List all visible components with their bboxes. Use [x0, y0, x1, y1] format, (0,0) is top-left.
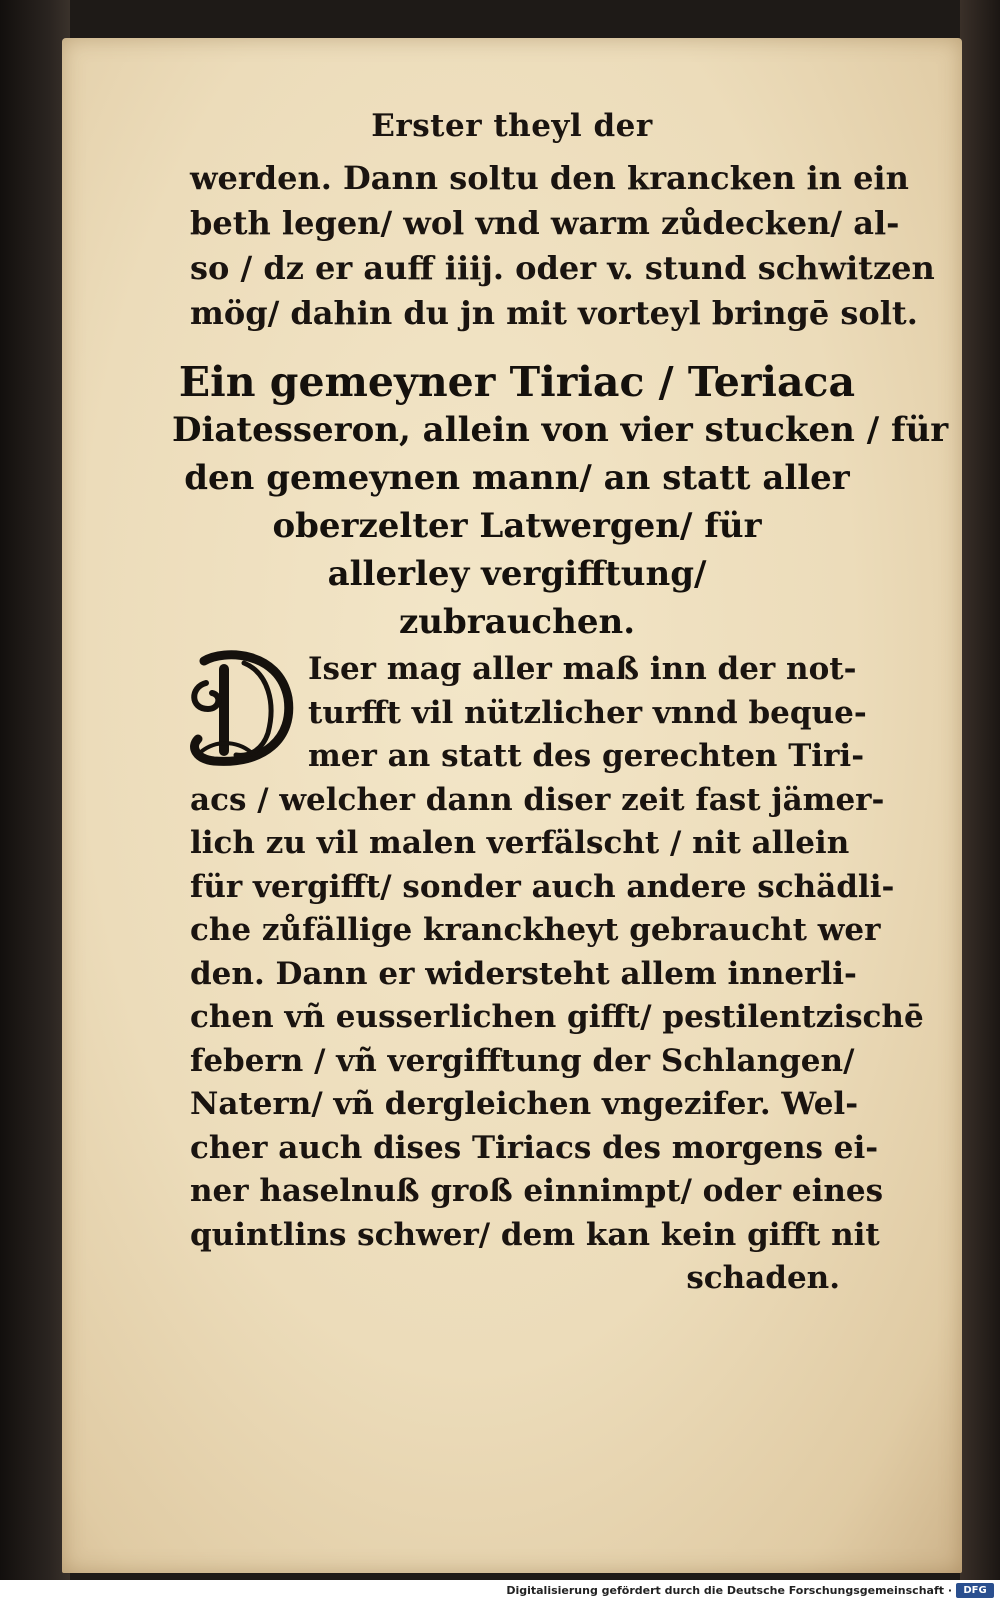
- heading-line: Diatesseron, allein von vier stucken / für: [172, 410, 949, 450]
- text-line: so / dz er auff iiij. oder v. stund schwitzen: [190, 249, 935, 287]
- heading-line: oberzelter Latwergen/ für: [272, 506, 762, 546]
- body-paragraph: [190, 648, 924, 1301]
- heading-line: zubrauchen.: [398, 602, 636, 642]
- funding-credit: Digitalisierung gefördert durch die Deutsche Forschungsgemeinschaft ·: [506, 1584, 952, 1597]
- text-line: turfft vil nützlicher vnnd beque-: [308, 694, 867, 731]
- text-line: mög/ dahin du jn mit vorteyl bringē solt.: [190, 294, 918, 332]
- text-line: chen vñ eusserlichen gifft/ pestilentzischē: [190, 999, 924, 1035]
- text-line: febern / vñ vergifftung der Schlangen/: [190, 1042, 855, 1079]
- text-line: che zůfällige kranckheyt gebraucht wer: [190, 912, 881, 948]
- text-line: schaden.: [686, 1260, 840, 1296]
- text-line: Natern/ vñ dergleichen vngezifer. Wel-: [190, 1086, 859, 1122]
- text-line: beth legen/ wol vnd warm zůdecken/ al-: [190, 204, 900, 242]
- text-line: mer an statt des gerechten Tiri-: [308, 738, 865, 774]
- text-line: für vergifft/ sonder auch andere schädli-: [190, 868, 895, 905]
- text-line: quintlins schwer/ dem kan kein gifft nit: [190, 1216, 880, 1253]
- book-page: [62, 38, 962, 1573]
- text-line: lich zu vil malen verfälscht / nit allein: [190, 825, 850, 861]
- top-paragraph: [190, 156, 935, 336]
- book-spine-left: [0, 0, 70, 1580]
- book-edge-right: [960, 0, 1000, 1580]
- text-line: ner haselnuß groß einnimpt/ oder eines: [190, 1173, 884, 1209]
- dfg-logo: DFG: [956, 1583, 994, 1598]
- text-line: cher auch dises Tiriacs des morgens ei-: [190, 1129, 879, 1166]
- text-line: den. Dann er widersteht allem innerli-: [190, 955, 857, 992]
- heading-line: allerley vergifftung/: [327, 554, 707, 594]
- heading-line: Ein gemeyner Tiriac / Teriaca: [178, 358, 856, 406]
- heading-line: den gemeynen mann/ an statt aller: [184, 458, 850, 498]
- text-line: acs / welcher dann diser zeit fast jämer-: [190, 781, 885, 818]
- text-line: werden. Dann soltu den krancken in ein: [190, 159, 909, 197]
- running-header: Erster theyl der: [371, 108, 653, 144]
- text-line: Iser mag aller maß inn der not-: [308, 651, 857, 687]
- section-heading: [172, 358, 949, 646]
